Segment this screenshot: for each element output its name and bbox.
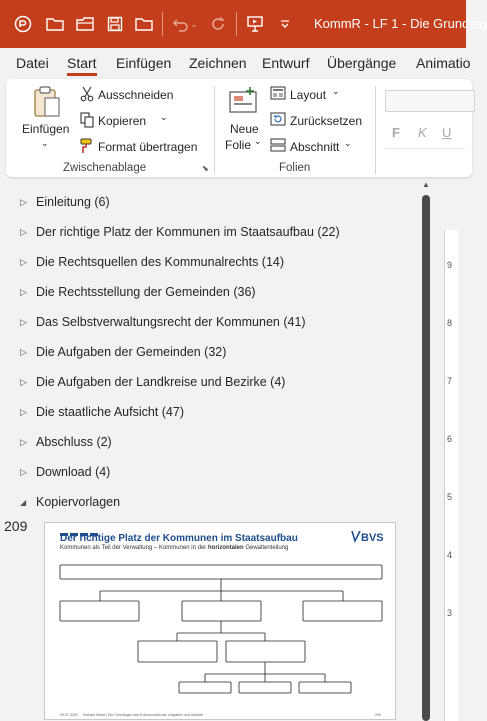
format-painter-button[interactable]: [80, 138, 210, 156]
redo-icon[interactable]: [207, 13, 229, 35]
layout-dropdown-icon: ⌄: [332, 86, 340, 96]
paste-button[interactable]: [20, 84, 74, 154]
tab-zeichnen[interactable]: Zeichnen: [189, 55, 247, 71]
titlebar-separator: [162, 12, 163, 36]
section-label: Die Rechtsstellung der Gemeinden (36): [36, 285, 256, 299]
slide-footer-date: 09.07.2025: [60, 713, 78, 717]
section-item[interactable]: [0, 247, 418, 277]
expand-arrow-icon[interactable]: ▷: [20, 346, 27, 357]
tab-einfuegen[interactable]: Einfügen: [116, 55, 172, 71]
expand-arrow-icon[interactable]: ▷: [20, 226, 27, 237]
autosave-icon[interactable]: [12, 13, 34, 35]
slide-number: 209: [4, 518, 28, 534]
scrollbar-thumb[interactable]: [422, 195, 430, 721]
tab-start[interactable]: Start: [67, 55, 97, 71]
section-label: Das Selbstverwaltungsrecht der Kommunen (41): [36, 315, 306, 329]
layout-button[interactable]: [270, 86, 350, 104]
cut-label: Ausschneiden: [98, 88, 174, 102]
clipboard-group-label: Zwischenablage: [63, 162, 147, 174]
new-slide-label-2: Folie: [225, 138, 252, 152]
slide-footer-text: Michael Nöbel | Die Grundlagen des Kommunalrechts, Aufgaben und Aufsicht: [83, 713, 204, 717]
slide-footer-page: 209: [375, 713, 381, 717]
section-item-expanded[interactable]: [0, 487, 418, 517]
tab-entwurf[interactable]: Entwurf: [262, 55, 310, 71]
window-title: KommR - LF 1 - Die Grundlag: [314, 16, 487, 31]
ribbon-tabs: [0, 48, 471, 76]
ruler-number: 7: [447, 376, 453, 386]
present-icon[interactable]: [244, 13, 266, 35]
section-item[interactable]: [0, 367, 418, 397]
ruler-number: 4: [447, 550, 453, 560]
group-separator: [375, 86, 376, 174]
copy-button[interactable]: [80, 112, 180, 130]
section-item[interactable]: [0, 427, 418, 457]
titlebar-separator: [236, 12, 237, 36]
section-label: Kopiervorlagen: [36, 495, 121, 509]
section-label: Die Aufgaben der Gemeinden (32): [36, 345, 227, 359]
expand-arrow-icon[interactable]: ▷: [20, 436, 27, 447]
clipboard-icon: [33, 86, 61, 121]
open-icon[interactable]: [44, 13, 66, 35]
section-item[interactable]: [0, 217, 418, 247]
slide-subtitle: Kommunen als Teil der Verwaltung – Kommunen in der horizontalen Gewaltenteilung: [60, 545, 289, 551]
ruler-number: 8: [447, 318, 453, 328]
section-button[interactable]: [270, 138, 360, 156]
expand-arrow-icon[interactable]: ▷: [20, 466, 27, 477]
folder-open-icon[interactable]: [133, 13, 155, 35]
section-label: Einleitung (6): [36, 195, 110, 209]
new-slide-icon: [228, 86, 260, 117]
reset-label: Zurücksetzen: [290, 114, 363, 128]
paste-dropdown-icon: ⌄: [41, 138, 49, 148]
underline-button[interactable]: U: [442, 125, 452, 140]
section-label: Abschluss (2): [36, 435, 112, 449]
dialog-launcher-icon[interactable]: ⬊: [202, 164, 209, 173]
tab-datei[interactable]: Datei: [16, 55, 49, 71]
customize-icon[interactable]: [274, 13, 296, 35]
expand-arrow-icon[interactable]: ▷: [20, 286, 27, 297]
expand-arrow-icon[interactable]: ▷: [20, 256, 27, 267]
bvs-logo: BVS: [351, 530, 384, 544]
new-slide-dropdown-icon: ⌄: [254, 136, 262, 146]
font-group-divider: [385, 148, 465, 149]
active-tab-indicator: [67, 73, 97, 76]
section-label: Die Aufgaben der Landkreise und Bezirke (4): [36, 375, 286, 389]
section-icon: [270, 138, 286, 155]
section-label: Die staatliche Aufsicht (47): [36, 405, 184, 419]
section-item[interactable]: [0, 457, 418, 487]
ruler-number: 3: [447, 608, 453, 618]
section-item[interactable]: [0, 187, 418, 217]
slide-thumbnail[interactable]: [44, 522, 396, 720]
tab-animationen[interactable]: Animatio: [416, 55, 471, 71]
ruler-number: 5: [447, 492, 453, 502]
section-item[interactable]: [0, 337, 418, 367]
expand-arrow-icon[interactable]: ▷: [20, 376, 27, 387]
format-painter-icon: [80, 138, 94, 157]
ruler-number: 9: [447, 260, 453, 270]
org-chart-diagram: [45, 561, 397, 721]
expand-arrow-icon[interactable]: ▷: [20, 196, 27, 207]
paste-label: Einfügen: [22, 122, 70, 136]
bold-button[interactable]: F: [392, 125, 400, 140]
section-label: Der richtige Platz der Kommunen im Staatsaufbau (22): [36, 225, 340, 239]
copy-label: Kopieren: [98, 114, 147, 128]
title-bar: [0, 0, 487, 48]
section-label: Download (4): [36, 465, 111, 479]
expand-arrow-icon[interactable]: ▷: [20, 406, 27, 417]
scissors-icon: [80, 86, 94, 105]
tab-uebergaenge[interactable]: Übergänge: [327, 55, 397, 71]
layout-label: Layout: [290, 88, 327, 102]
ruler-number: 6: [447, 434, 453, 444]
undo-dropdown-icon[interactable]: ⌄: [190, 18, 198, 29]
copy-dropdown-icon: ⌄: [160, 112, 168, 122]
slide-title: Der richtige Platz der Kommunen im Staatsaufbau: [60, 533, 298, 544]
section-item[interactable]: [0, 307, 418, 337]
group-separator: [214, 86, 215, 174]
section-item[interactable]: [0, 397, 418, 427]
vertical-ruler: [444, 230, 458, 721]
new-slide-button[interactable]: [222, 84, 266, 154]
section-label: Die Rechtsquellen des Kommunalrechts (14): [36, 255, 285, 269]
folder-icon[interactable]: [74, 13, 96, 35]
save-icon[interactable]: [104, 13, 126, 35]
new-slide-label-1: Neue: [230, 122, 259, 136]
section-item[interactable]: [0, 277, 418, 307]
expand-arrow-icon[interactable]: ▷: [20, 316, 27, 327]
italic-button[interactable]: K: [418, 125, 427, 140]
layout-icon: [270, 86, 286, 103]
reset-icon: [270, 112, 286, 129]
collapse-arrow-icon[interactable]: ◢: [20, 497, 27, 507]
font-name-field[interactable]: [385, 90, 475, 112]
reset-button[interactable]: [270, 112, 370, 130]
copy-icon: [80, 112, 94, 131]
slides-group-label: Folien: [279, 162, 311, 174]
cut-button[interactable]: [80, 86, 210, 104]
slide-header-bar: [60, 525, 104, 528]
scroll-up-icon[interactable]: ▲: [422, 180, 430, 189]
section-dropdown-icon: ⌄: [344, 138, 352, 148]
section-label: Abschnitt: [290, 140, 340, 154]
format-painter-label: Format übertragen: [98, 140, 198, 154]
